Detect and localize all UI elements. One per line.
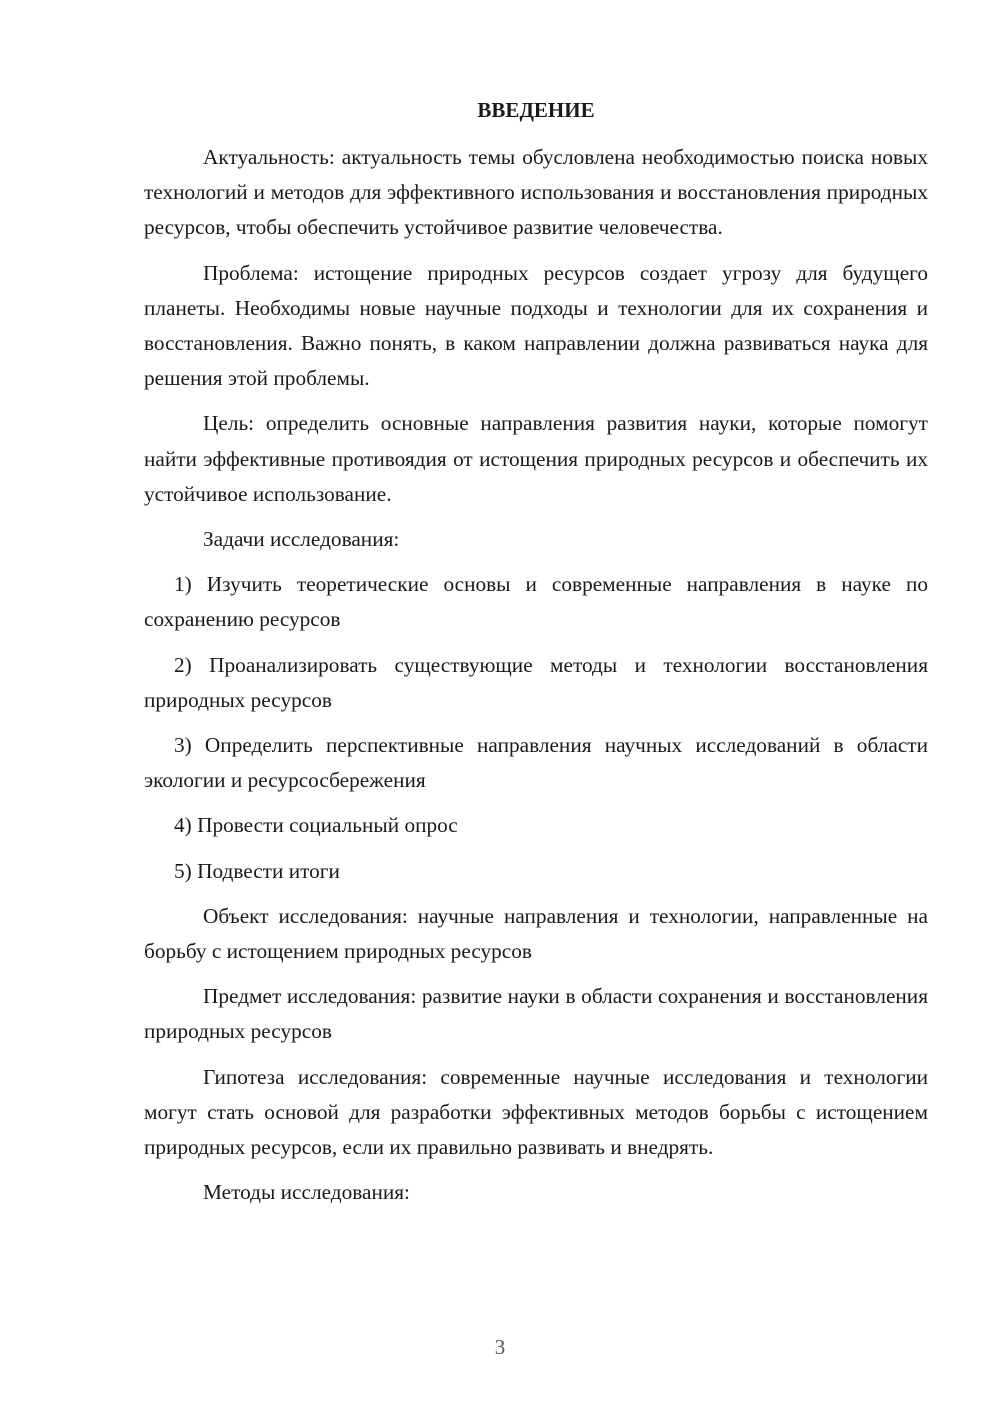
object-paragraph: Объект исследования: научные направления и технологии, направленные на борьбу с истощением природных ресурсов [144, 903, 928, 964]
task-item: 2) Проанализировать существующие методы и технологии восстановления природных ресурсов [144, 652, 928, 712]
task-item: 4) Провести социальный опрос [174, 813, 458, 838]
task-item: 1) Изучить теоретические основы и современные направления в науке по сохранению ресурсов [144, 572, 928, 632]
tasks-heading: Задачи исследования: [203, 527, 400, 552]
section-title: ВВЕДЕНИЕ [477, 98, 595, 122]
problem-paragraph: Проблема: истощение природных ресурсов создает угрозу для будущего планеты. Необходимы новые научные подходы и технологии для их сохранения и восстановления. Важно понять, в каком направлении должна развиваться наука для решения этой проблемы. [144, 260, 928, 391]
page-number: 3 [494, 1335, 506, 1359]
hypothesis-paragraph: Гипотеза исследования: современные научные исследования и технологии могут стать основой для разработки эффективных методов борьбы с истощением природных ресурсов, если их правильно развивать и внедрять. [144, 1064, 928, 1160]
page-content [144, 95, 928, 1220]
subject-paragraph: Предмет исследования: развитие науки в области сохранения и восстановления природных ресурсов [144, 984, 928, 1044]
task-item: 5) Подвести итоги [174, 858, 340, 883]
goal-paragraph: Цель: определить основные направления развития науки, которые помогут найти эффективные противоядия от истощения природных ресурсов и обеспечить их устойчивое использование. [144, 411, 928, 506]
tasks-list [144, 567, 928, 889]
relevance-paragraph: Актуальность: актуальность темы обусловлена необходимостью поиска новых технологий и методов для эффективного использования и восстановления природных ресурсов, чтобы обеспечить устойчивое развитие человечества. [144, 145, 928, 240]
task-item: 3) Определить перспективные направления научных исследований в области экологии и ресурсосбережения [144, 733, 928, 793]
methods-heading: Методы исследования: [203, 1180, 410, 1205]
